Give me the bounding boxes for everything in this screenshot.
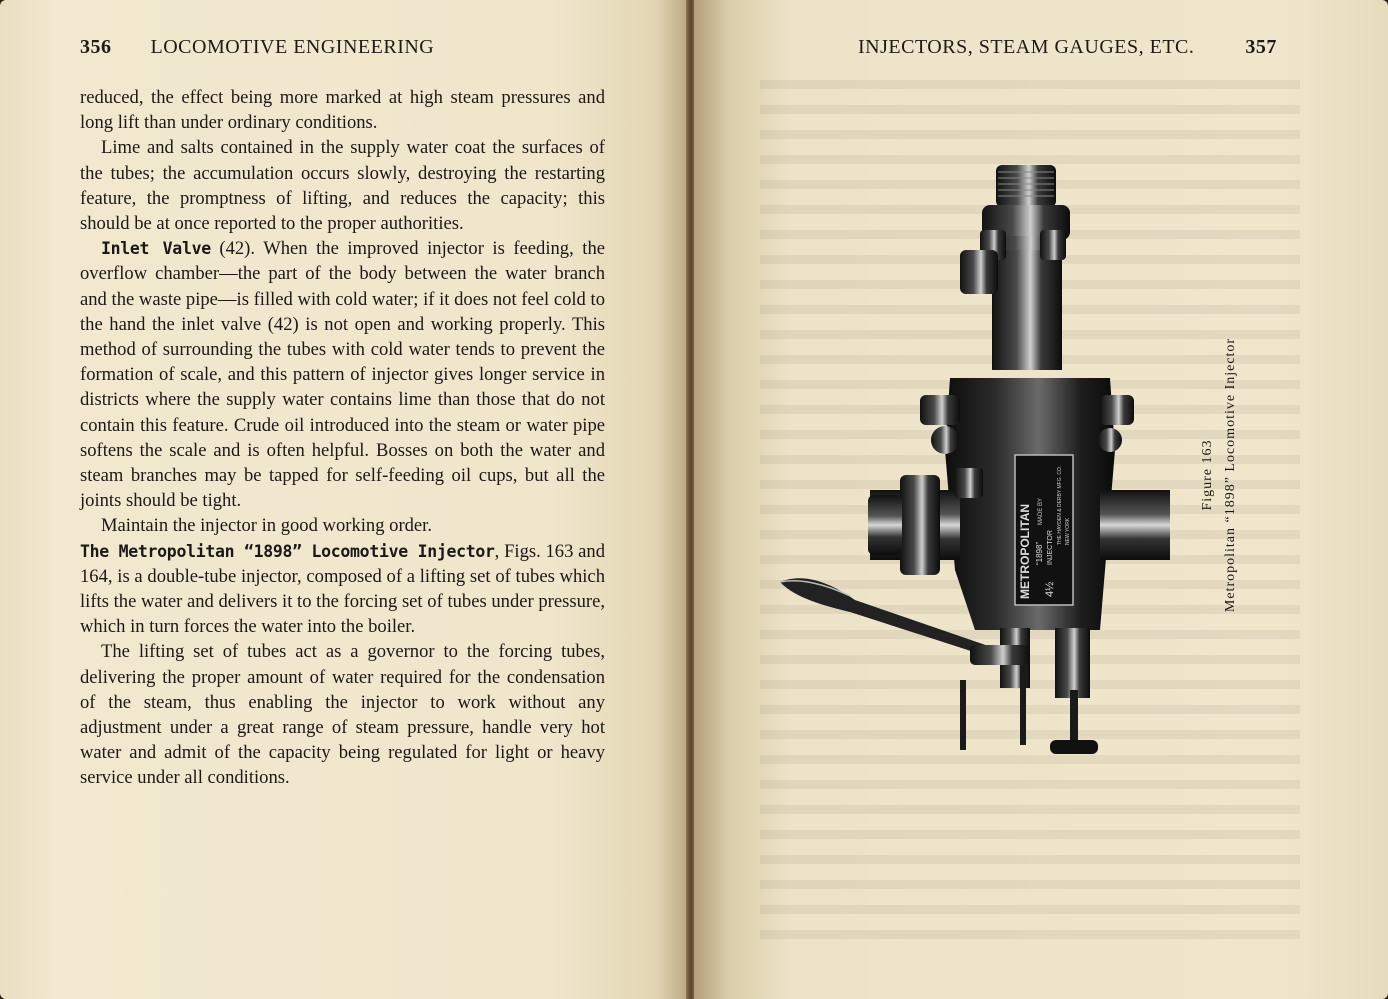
nameplate	[1015, 455, 1073, 605]
paragraph: Inlet Valve (42). When the improved injector is feeding, the overflow chamber—the part of the body between the water branch and the waste pipe—is filled with cold water; if it does not feel cold to the hand the inlet valve (42) is not open and working properly. This method of surrounding the tubes with cold water tends to prevent the formation of scale, and this pattern of injector gives longer service in districts where the supply water contains lime than those that do not contain this feature. Crude oil introduced into the steam or water pipe softens the scale and is often helpful. Bosses on both the water and steam branches may be tapped for self-feeding oil cups, but all the joints should be tight.	[80, 238, 605, 512]
left-running-head	[80, 36, 434, 59]
paragraph-heading: The Metropolitan “1898” Locomotive Injector	[80, 541, 495, 561]
figure-caption	[1200, 285, 1239, 665]
figure-title: Metropolitan “1898” Locomotive Injector	[1223, 337, 1238, 613]
svg-text:4½: 4½	[1044, 581, 1056, 597]
paragraph: The Metropolitan “1898” Locomotive Injector, Figs. 163 and 164, is a double-tube injector, composed of a lifting set of tubes which lifts the water and delivers it to the forcing set of tubes under pressure, which in turn forces the water into the boiler.	[80, 540, 605, 638]
paragraph: Lime and salts contained in the supply water coat the surfaces of the tubes; the accumulation occurs slowly, destroying the restarting feature, the promptness of lifting, and reduces the capacity; this should be at once reported to the proper authorities.	[80, 137, 605, 235]
left-header-title: LOCOMOTIVE ENGINEERING	[150, 36, 435, 58]
right-header-title: INJECTORS, STEAM GAUGES, ETC.	[858, 36, 1195, 58]
svg-text:MADE BY: MADE BY	[1038, 497, 1044, 525]
svg-text:THE HAYDEN & DERBY MFG. CO.: THE HAYDEN & DERBY MFG. CO.	[1057, 465, 1063, 545]
svg-text:INJECTOR: INJECTOR	[1047, 530, 1054, 565]
left-page	[0, 0, 690, 999]
figure-label: Figure 163	[1200, 439, 1215, 511]
paragraph: The lifting set of tubes act as a governor to the forcing tubes, delivering the proper amount of water required for the condensation of the steam, thus enabling the injector to work without any adjustment under a great range of steam pressure, handle very hot water and admit of the capacity being regulated for light or heavy service under all conditions.	[80, 641, 605, 789]
left-body-text	[80, 85, 605, 791]
paragraph: reduced, the effect being more marked at high steam pressures and long lift than under ordinary conditions.	[80, 87, 605, 134]
right-running-head	[858, 36, 1277, 59]
svg-text:“1898”: “1898”	[1035, 541, 1044, 565]
injector-illustration	[770, 150, 1170, 770]
svg-text:METROPOLITAN: METROPOLITAN	[1018, 503, 1032, 599]
paragraph-heading: Inlet Valve	[101, 239, 211, 259]
right-page-number: 357	[1245, 36, 1277, 58]
left-page-number: 356	[80, 36, 112, 58]
svg-text:NEW YORK: NEW YORK	[1065, 517, 1071, 545]
paragraph: Maintain the injector in good working order.	[101, 515, 433, 537]
